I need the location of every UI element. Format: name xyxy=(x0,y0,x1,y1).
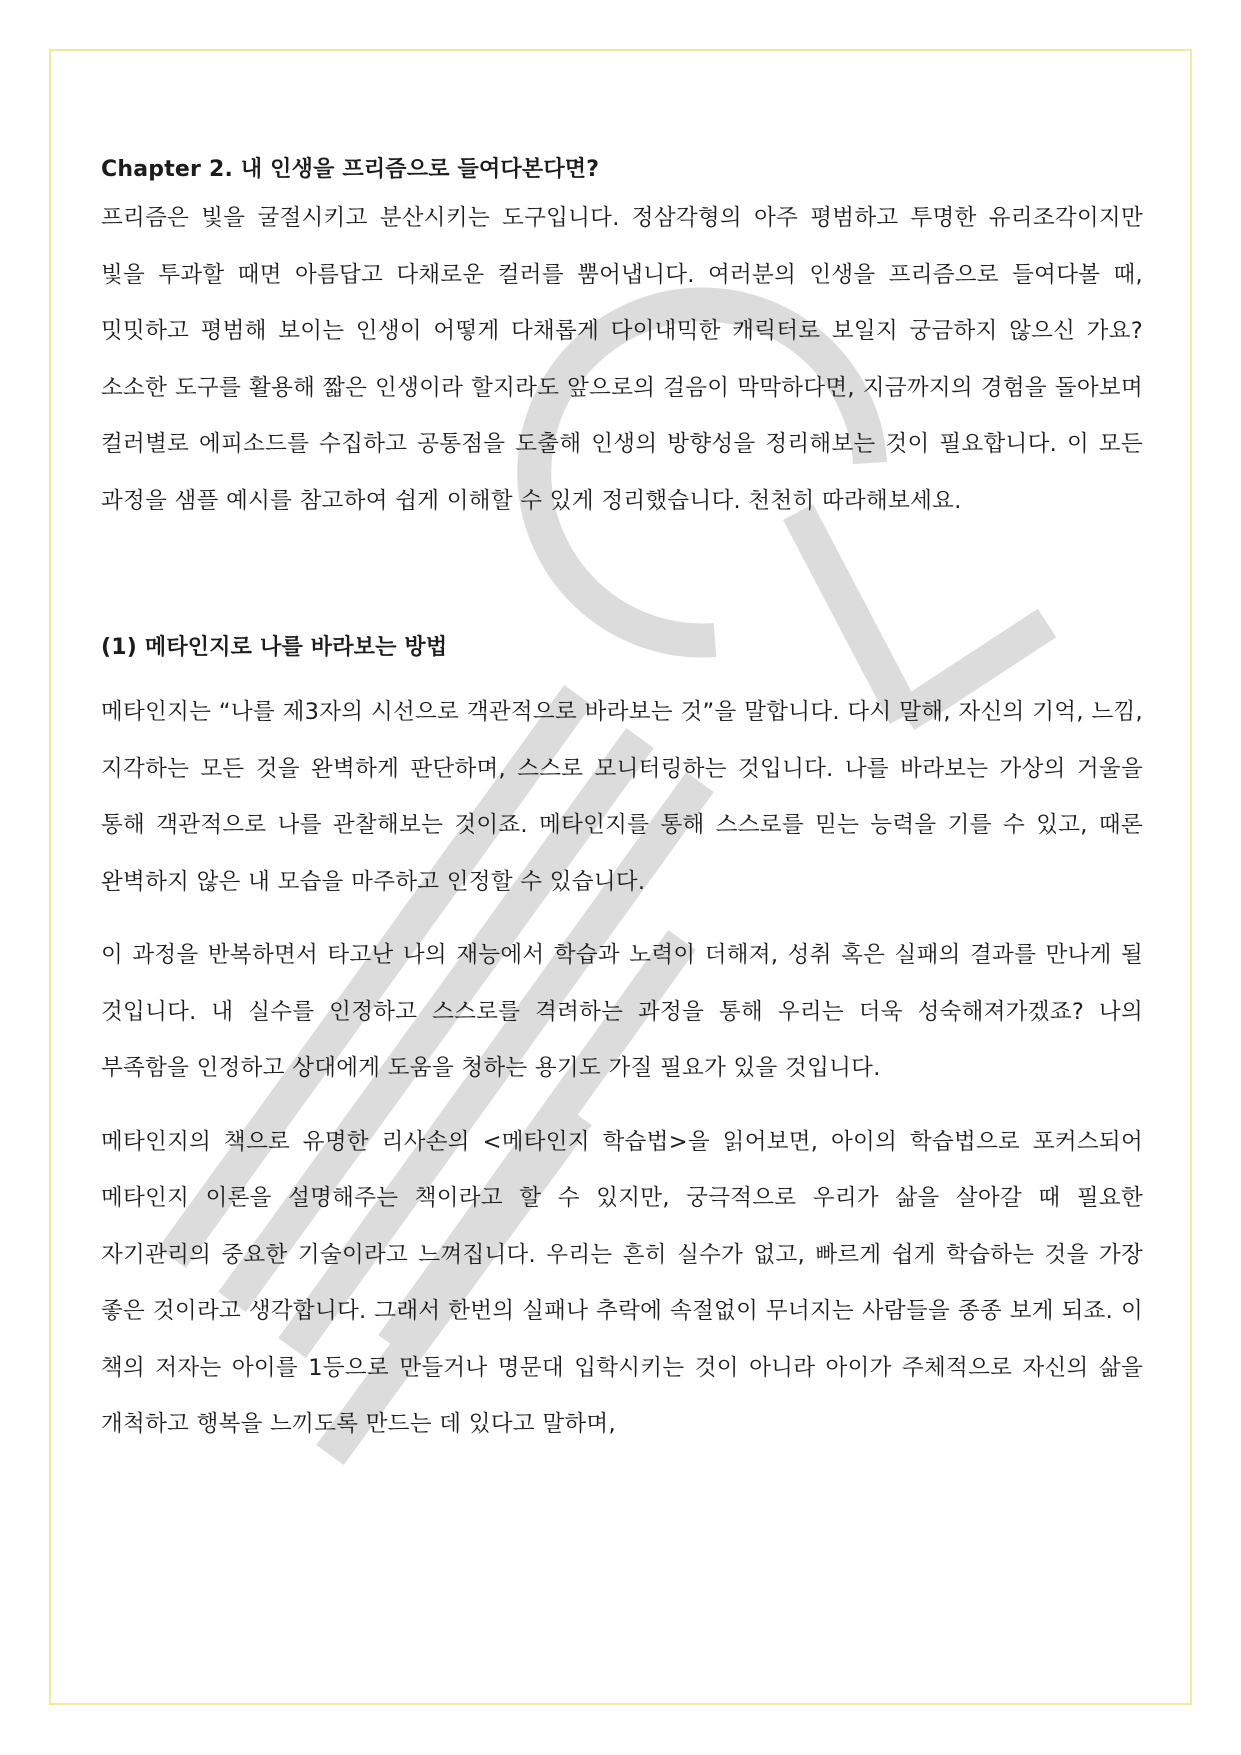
intro-paragraph: 프리즘은 빛을 굴절시키고 분산시키는 도구입니다. 정삼각형의 아주 평범하고 투명한 유리조각이지만 빛을 투과할 때면 아름답고 다채로운 컬러를 뿜어냅니다. 여러분의 인생을 프리즘으로 들여다볼 때, 밋밋하고 평범해 보이는 인생이 어떻게 다채롭게 다이내믹한 캐릭터로 보일지 궁금하지 않으신 가요? 소소한 도구를 활용해 짧은 인생이라 할지라도 앞으로의 걸음이 막막하다면, 지금까지의 경험을 돌아보며 컬러별로 에피소드를 수집하고 공통점을 도출해 인생의 방향성을 정리해보는 것이 필요합니다. 이 모든 과정을 샘플 예시를 참고하여 쉽게 이해할 수 있게 정리했습니다. 천천히 따라해보세요. xyxy=(101,205,1143,514)
section-heading: (1) 메타인지로 나를 바라보는 방법 xyxy=(101,635,448,660)
section-paragraph-1: 메타인지는 “나를 제3자의 시선으로 객관적으로 바라보는 것”을 말합니다. 다시 말해, 자신의 기억, 느낌, 지각하는 모든 것을 완벽하게 판단하며, 스스로 모니터링하는 것입니다. 나를 바라보는 가상의 거울을 통해 객관적으로 나를 관찰해보는 것이죠. 메타인지를 통해 스스로를 믿는 능력을 기를 수 있고, 때론 완벽하지 않은 내 모습을 마주하고 인정할 수 있습니다. xyxy=(101,699,1143,895)
section-paragraph-2: 이 과정을 반복하면서 타고난 나의 재능에서 학습과 노력이 더해져, 성취 혹은 실패의 결과를 만나게 될 것입니다. 내 실수를 인정하고 스스로를 격려하는 과정을 통해 우리는 더욱 성숙해져가겠죠? 나의 부족함을 인정하고 상대에게 도움을 청하는 용기도 가질 필요가 있을 것입니다. xyxy=(101,942,1143,1081)
section-paragraph-3: 메타인지의 책으로 유명한 리사손의 <메타인지 학습법>을 읽어보면, 아이의 학습법으로 포커스되어 메타인지 이론을 설명해주는 책이라고 할 수 있지만, 궁극적으로 우리가 삶을 살아갈 때 필요한 자기관리의 중요한 기술이라고 느껴집니다. 우리는 흔히 실수가 없고, 빠르게 쉽게 학습하는 것을 가장 좋은 것이라고 생각합니다. 그래서 한번의 실패나 추락에 속절없이 무너지는 사람들을 종종 보게 되죠. 이 책의 저자는 아이를 1등으로 만들거나 명문대 입학시키는 것이 아니라 아이가 주체적으로 자신의 삶을 개척하고 행복을 느끼도록 만드는 데 있다고 말하며, xyxy=(101,1128,1143,1437)
document-content xyxy=(101,150,1143,1453)
chapter-title: Chapter 2. 내 인생을 프리즘으로 들여다본다면? xyxy=(101,157,600,182)
section-body xyxy=(101,684,1143,1453)
